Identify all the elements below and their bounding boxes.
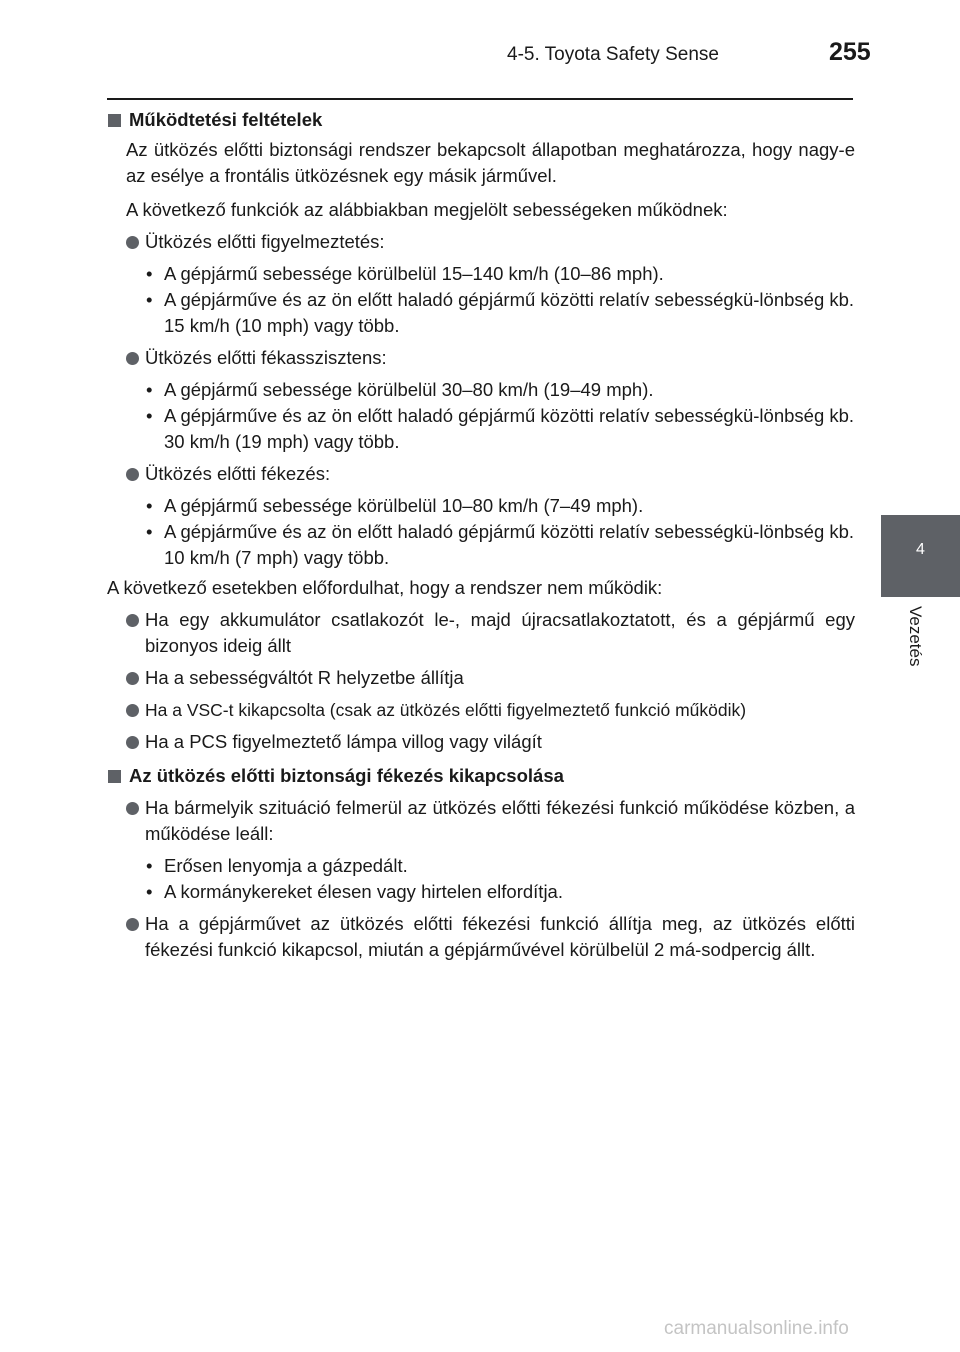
circle-bullet-icon xyxy=(126,802,139,815)
list-item xyxy=(126,229,855,255)
list-item-text: Ha a VSC-t kikapcsolta (csak az ütközés előtti figyelmeztető funkció működik) xyxy=(145,700,747,720)
sub-list-item: • A gépjármű sebessége körülbelül 10–80 km/h (7–49 mph). xyxy=(146,493,855,519)
sub-list xyxy=(146,377,855,455)
circle-bullet-icon xyxy=(126,672,139,685)
section-heading-text: Az ütközés előtti biztonsági fékezés kikapcsolása xyxy=(129,765,564,786)
sub-list xyxy=(146,853,855,905)
sub-list-item: • A gépjárműve és az ön előtt haladó gépjármű közötti relatív sebességkü-lönbség kb. 15 km/h (10 mph) vagy több. xyxy=(146,287,855,339)
circle-bullet-icon xyxy=(126,614,139,627)
sub-list-item: • A gépjárműve és az ön előtt haladó gépjármű közötti relatív sebességkü-lönbség kb. 30 km/h (19 mph) vagy több. xyxy=(146,403,855,455)
paragraph: Az ütközés előtti biztonsági rendszer bekapcsolt állapotban meghatározza, hogy nagy-e az esélye a frontális ütközésnek egy másik járművel. xyxy=(126,139,855,186)
list-item-text: Ütközés előtti fékasszisztens: xyxy=(145,347,387,368)
sub-list xyxy=(146,261,855,339)
list-item xyxy=(126,729,855,755)
circle-bullet-icon xyxy=(126,736,139,749)
sub-list-item: • Erősen lenyomja a gázpedált. xyxy=(146,853,855,879)
chapter-tab xyxy=(881,515,960,597)
watermark-text: carmanualsonline.info xyxy=(664,1318,849,1339)
list-item xyxy=(126,795,855,847)
circle-bullet-icon xyxy=(126,236,139,249)
section-heading xyxy=(107,107,855,133)
circle-bullet-icon xyxy=(126,468,139,481)
list-item xyxy=(126,911,855,963)
square-bullet-icon xyxy=(108,770,121,783)
section-heading xyxy=(107,763,855,789)
header-divider xyxy=(107,98,853,100)
sub-list-item: • A gépjármű sebessége körülbelül 15–140 km/h (10–86 mph). xyxy=(146,261,855,287)
sub-list-item: • A kormánykereket élesen vagy hirtelen elfordítja. xyxy=(146,879,855,905)
chapter-tab-number: 4 xyxy=(916,541,925,558)
list-item xyxy=(126,461,855,487)
circle-bullet-icon xyxy=(126,704,139,717)
page-number: 255 xyxy=(829,38,871,66)
list-item-text: Ütközés előtti figyelmeztetés: xyxy=(145,231,385,252)
list-item-text: Ha egy akkumulátor csatlakozót le-, majd újracsatlakoztatott, és a gépjármű egy bizonyos ideig állt xyxy=(145,609,855,656)
sub-list-item: • A gépjármű sebessége körülbelül 30–80 km/h (19–49 mph). xyxy=(146,377,855,403)
sub-list-item: • A gépjárműve és az ön előtt haladó gépjármű közötti relatív sebességkü-lönbség kb. 10 km/h (7 mph) vagy több. xyxy=(146,519,855,571)
list-item xyxy=(126,665,855,691)
page-content xyxy=(107,107,855,969)
list-item xyxy=(126,697,855,723)
circle-bullet-icon xyxy=(126,918,139,931)
circle-bullet-icon xyxy=(126,352,139,365)
list-item-text: Ütközés előtti fékezés: xyxy=(145,463,331,484)
section-heading-text: Működtetési feltételek xyxy=(129,109,323,130)
list-item-text: Ha a gépjárművet az ütközés előtti fékezési funkció állítja meg, az ütközés előtti fékezési funkció kikapcsol, miután a gépjárművével körülbelül 2 má-sodpercig állt. xyxy=(145,913,855,960)
list-item xyxy=(126,345,855,371)
paragraph: A következő funkciók az alábbiakban megjelölt sebességeken működnek: xyxy=(126,199,728,220)
sub-list xyxy=(146,493,855,571)
list-item-text: Ha a PCS figyelmeztető lámpa villog vagy világít xyxy=(145,731,542,752)
list-item-text: Ha bármelyik szituáció felmerül az ütközés előtti fékezési funkció működése közben, a működése leáll: xyxy=(145,797,855,844)
list-item xyxy=(126,607,855,659)
paragraph: A következő esetekben előfordulhat, hogy a rendszer nem működik: xyxy=(107,577,663,598)
chapter-tab-label: Vezetés xyxy=(906,606,925,667)
header-section-title: 4-5. Toyota Safety Sense xyxy=(507,44,719,65)
square-bullet-icon xyxy=(108,114,121,127)
list-item-text: Ha a sebességváltót R helyzetbe állítja xyxy=(145,667,464,688)
